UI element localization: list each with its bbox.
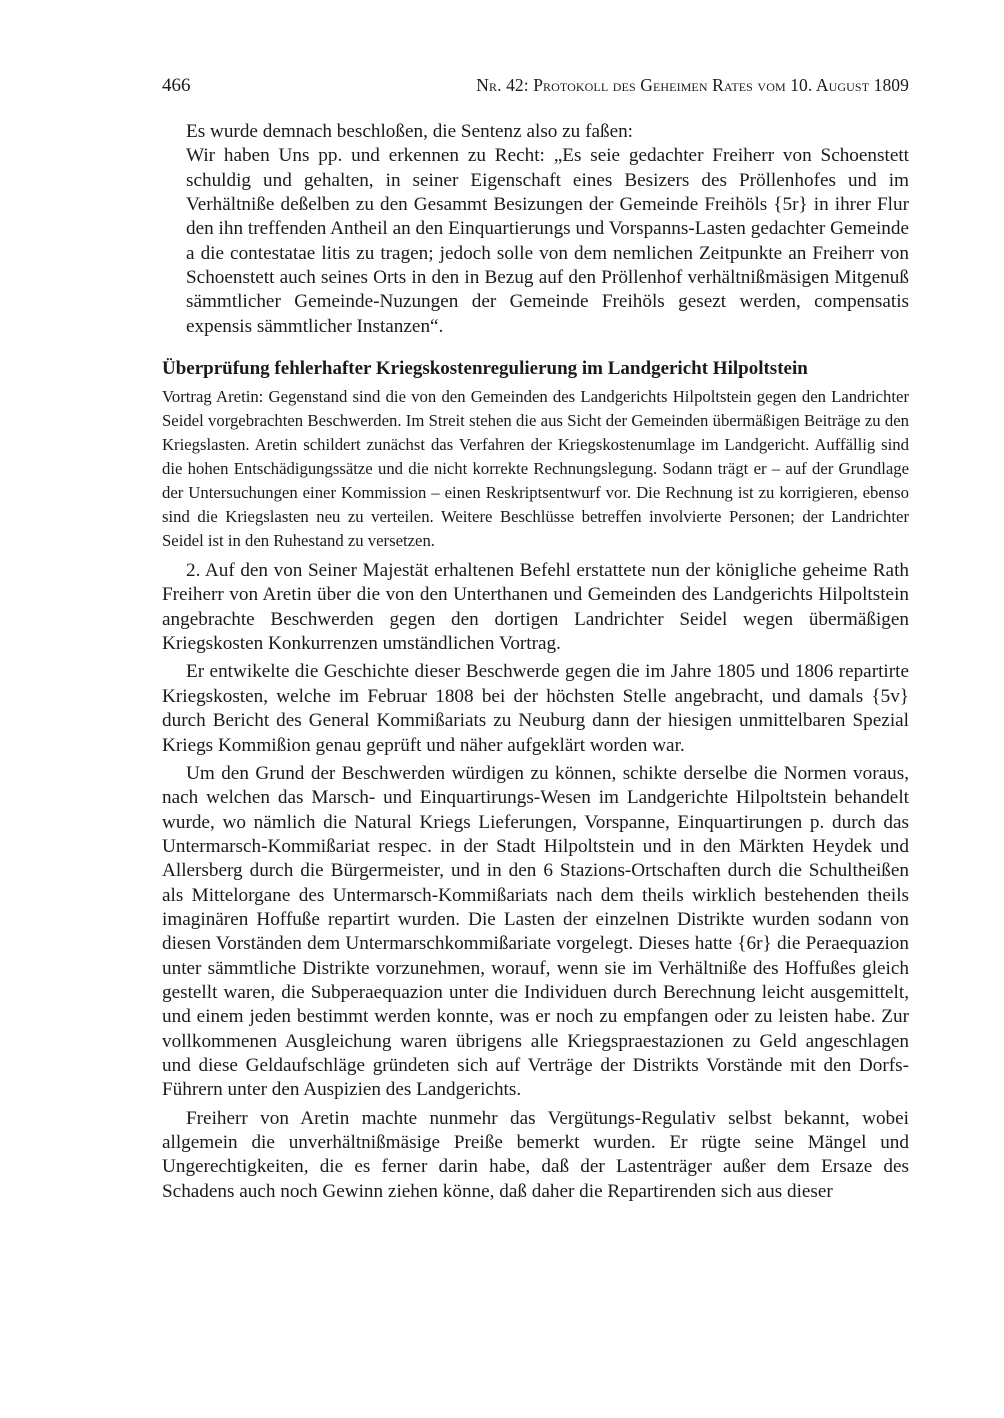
opening-block (162, 120, 909, 339)
section-summary: Vortrag Aretin: Gegenstand sind die von den Gemeinden des Landgerichts Hilpoltstein gegen den Landrichter Seidel vorgebrachten Beschwerden. Im Streit stehen die aus Sicht der Gemeinden übermäßigen Beiträge zu den Kriegslasten. Aretin schildert zunächst das Verfahren der Kriegskostenumlage im Landgericht. Auffällig sind die hohen Entschädigungssätze und die nicht korrekte Rechnungslegung. Sodann trägt er – auf der Grundlage der Untersuchungen einer Kommission – einen Reskriptsentwurf vor. Die Rechnung ist zu korrigieren, ebenso sind die Kriegslasten neu zu verteilen. Weitere Beschlüsse betreffen involvierte Personen; der Landrichter Seidel ist in den Ruhestand zu versetzen. (162, 387, 909, 551)
document-page (162, 72, 909, 1204)
running-header (162, 72, 909, 99)
opening-line: Es wurde demnach beschloßen, die Sentenz also zu faßen: (186, 121, 634, 142)
body-paragraph-3: Um den Grund der Beschwerden würdigen zu können, schikte derselbe die Normen voraus, nach welchen das Marsch- und Einquartirungs-Wesen im Landgerichte Hilpoltstein behandelt wurde, wo nämlich die Natural Kriegs Lieferungen, Vorspanne, Einquartirungen p. durch das Untermarsch-Kommißariat respec. in der Stadt Hilpoltstein und in den Märkten Heydek und Allersberg durch die Bürgermeister, und in den 6 Stazions-Ortschaften durch die Schultheißen als Mittelorgane des Untermarsch-Kommißariats nach dem theils wirklich bestehenden theils imaginären Hoffuße repartirt wurden. Die Lasten der einzelnen Distrikte wurden sodann von diesen Vorständen dem Untermarschkommißariate vorgelegt. Dieses hatte {6r} die Peraequazion unter sämmtliche Distrikte vorzunehmen, worauf, wenn sie im Verhältniße des Hoffußes gleich gestellt waren, die Subperaequazion unter die Individuen durch Berechnung leicht ausgemittelt, und einem jeden bestimmt werden konnte, was er noch zu empfangen oder zu leisten habe. Zur vollkommenen Ausgleichung waren übrigens alle Kriegspraestazionen zu Geld angeschlagen und diese Geldaufschläge gründeten sich auf Verträge der Distrikts Vorstände mit den Dorfs-Führern unter den Auspizien des Landgerichts. (162, 762, 909, 1101)
section-heading: Überprüfung fehlerhafter Kriegskostenregulierung im Landgericht Hilpoltstein (162, 358, 808, 380)
running-title: Nr. 42: Protokoll des Geheimen Rates vom 10. August 1809 (476, 75, 909, 95)
body-paragraph-1: 2. Auf den von Seiner Majestät erhaltenen Befehl erstattete nun der königliche geheime Rath Freiherr von Aretin über die von den Unterthanen und Gemeinden des Landgerichts Hilpoltstein angebrachte Beschwerden gegen den dortigen Landrichter Seidel wegen übermäßigen Kriegskosten Konkurrenzen umständlichen Vortrag. (162, 560, 909, 655)
body-paragraph-2: Er entwikelte die Geschichte dieser Beschwerde gegen die im Jahre 1805 und 1806 repartirte Kriegskosten, welche im Februar 1808 bei der höchsten Stelle angebracht, und damals {5v} durch Bericht des General Kommißariats zu Neuburg dann der hiesigen unmittelbaren Spezial Kriegs Kommißion genau geprüft und näher aufgeklärt worden war. (162, 661, 909, 756)
body-paragraph-4: Freiherr von Aretin machte nunmehr das Vergütungs-Regulativ selbst bekannt, wobei allgemein die unverhältnißmäsige Preiße bemerkt wurden. Er rügte seine Mängel und Ungerechtigkeiten, die es ferner darin habe, daß der Lastenträger außer dem Ersaze des Schadens auch noch Gewinn ziehen könne, daß daher die Repartirenden sich aus dieser (162, 1107, 909, 1202)
page-number: 466 (162, 75, 191, 96)
sentence-text: Wir haben Uns pp. und erkennen zu Recht: „Es seie gedachter Freiherr von Schoenstett schuldig und gehalten, in seiner Eigenschaft eines Besizers des Pröllenhofes und im Verhältniße deßelben zu den Gesammt Besizungen der Gemeinde Freihöls {5r} in ihrer Flur den ihn treffenden Antheil an den Einquartierungs und Vorspanns-Lasten gedachter Gemeinde a die contestatae litis zu tragen; jedoch solle von dem nemlichen Zeitpunkte an Freiherr von Schoenstett auch seines Orts in den in Bezug auf den Pröllenhof verhältnißmäsigen Mitgenuß sämmtlicher Gemeinde-Nuzungen der Gemeinde Freihöls gesezt werden, compensatis expensis sämmtlicher Instanzen“. (186, 145, 909, 337)
